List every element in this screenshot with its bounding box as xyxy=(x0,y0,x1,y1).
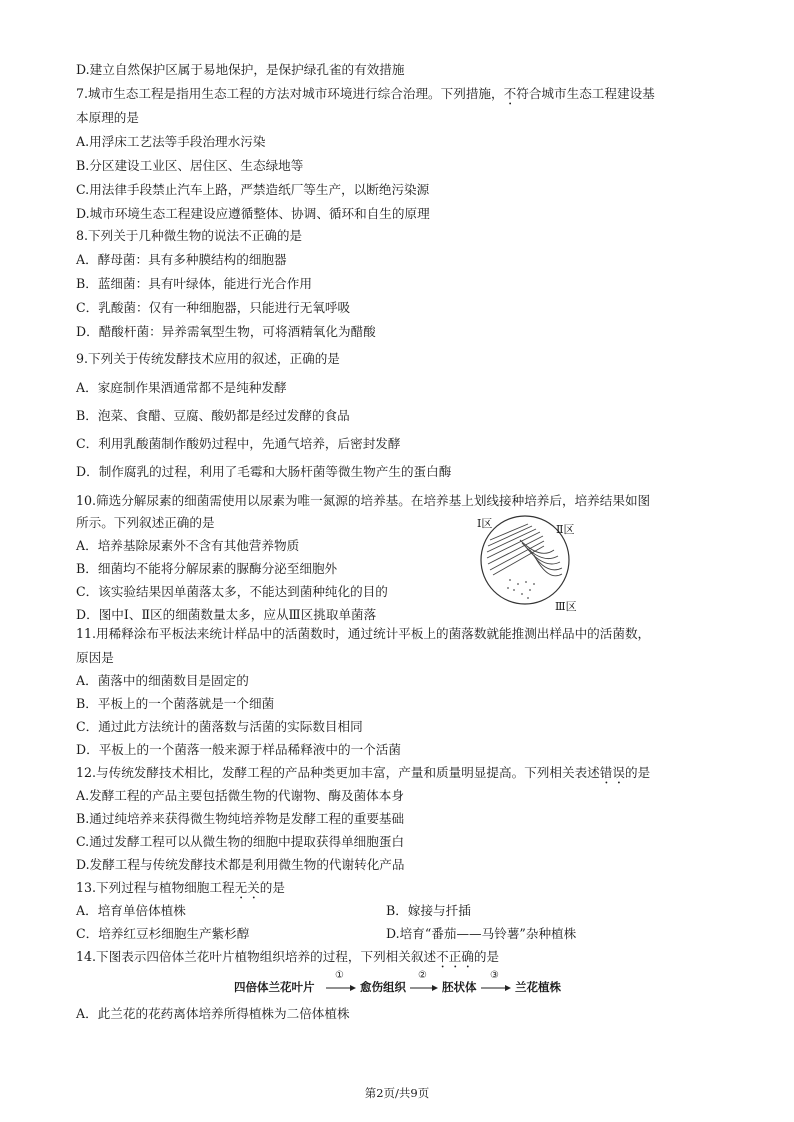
q10-stem-line1: 10.筛选分解尿素的细菌需使用以尿素为唯一氮源的培养基。在培养基上划线接种培养后，培养结果如图 xyxy=(76,493,651,508)
q12-option-b: B.通过纯培养来获得微生物纯培养物是发酵工程的重要基础 xyxy=(76,811,405,826)
q13-option-d: D.培育“番茄——马铃薯”杂种植株 xyxy=(386,926,577,941)
q11-option-a: A．菌落中的细菌数目是固定的 xyxy=(76,673,249,688)
q10-option-d: D．图中Ⅰ、Ⅱ区的细菌数量太多，应从Ⅲ区挑取单菌落 xyxy=(76,607,377,622)
q13-option-b: B．嫁接与扦插 xyxy=(386,903,471,918)
q11-option-b: B．平板上的一个菌落就是一个细菌 xyxy=(76,696,275,711)
q7-stem-line1: 7.城市生态工程是指用生态工程的方法对城市环境进行综合治理。下列措施，不符合城市生态工程建设基 xyxy=(76,86,655,101)
flow-step-number-2: ② xyxy=(418,970,427,981)
q8-option-d: D．醋酸杆菌：异养需氧型生物，可将酒精氧化为醋酸 xyxy=(76,324,376,339)
q7-stem-line2: 本原理的是 xyxy=(76,110,139,125)
q8-option-c: C．乳酸菌：仅有一种细胞器，只能进行无氧呼吸 xyxy=(76,300,351,315)
q10-stem-line2: 所示。下列叙述正确的是 xyxy=(76,515,215,530)
region-1-label: Ⅰ区 xyxy=(477,517,493,530)
emphasis-incorrect: 不正确 xyxy=(436,949,474,964)
q10-option-c: C．该实验结果因单菌落太多，不能达到菌种纯化的目的 xyxy=(76,584,388,599)
flow-step-callus: 愈伤组织 xyxy=(360,980,406,994)
arrow-right-icon xyxy=(326,983,356,993)
arrow-right-icon xyxy=(410,983,438,993)
q10-option-a: A．培养基除尿素外不含有其他营养物质 xyxy=(76,538,300,553)
q8-option-a: A．酵母菌：具有多种膜结构的细胞器 xyxy=(76,252,287,267)
q9-stem: 9.下列关于传统发酵技术应用的叙述，正确的是 xyxy=(76,351,340,366)
region-3-label: Ⅲ区 xyxy=(555,600,577,613)
q11-option-c: C．通过此方法统计的菌落数与活菌的实际数目相同 xyxy=(76,719,363,734)
q13-option-c: C．培养红豆杉细胞生产紫杉醇 xyxy=(76,926,250,941)
flow-step-leaf: 四倍体兰花叶片 xyxy=(234,980,315,994)
flow-step-plant: 兰花植株 xyxy=(515,980,561,994)
q13-stem: 13.下列过程与植物细胞工程无关的是 xyxy=(76,880,285,895)
emphasis-not: 不 xyxy=(503,86,517,101)
q8-stem: 8.下列关于几种微生物的说法不正确的是 xyxy=(76,228,303,243)
q7-option-b: B.分区建设工业区、居住区、生态绿地等 xyxy=(76,158,304,173)
q11-stem-line1: 11.用稀释涂布平板法来统计样品中的活菌数时，通过统计平板上的菌落数就能推测出样品中的活菌数， xyxy=(76,626,651,641)
q9-option-b: B．泡菜、食醋、豆腐、酸奶都是经过发酵的食品 xyxy=(76,408,350,423)
emphasis-unrelated: 无关 xyxy=(234,880,260,895)
arrow-right-icon xyxy=(481,983,511,993)
q12-option-a: A.发酵工程的产品主要包括微生物的代谢物、酶及菌体本身 xyxy=(76,788,404,803)
q9-option-a: A．家庭制作果酒通常都不是纯种发酵 xyxy=(76,380,287,395)
q14-stem: 14.下图表示四倍体兰花叶片植物组织培养的过程，下列相关叙述不正确的是 xyxy=(76,949,500,964)
tissue-culture-flow xyxy=(234,970,564,997)
q12-option-c: C.通过发酵工程可以从微生物的细胞中提取获得单细胞蛋白 xyxy=(76,834,405,849)
q12-stem: 12.与传统发酵技术相比，发酵工程的产品种类更加丰富，产量和质量明显提高。下列相关表述错误的是 xyxy=(76,765,651,780)
page-number: 第2页/共9页 xyxy=(364,1086,430,1100)
q9-option-d: D．制作腐乳的过程，利用了毛霉和大肠杆菌等微生物产生的蛋白酶 xyxy=(76,464,452,479)
q10-option-b: B．细菌均不能将分解尿素的脲酶分泌至细胞外 xyxy=(76,561,338,576)
q7-option-c: C.用法律手段禁止汽车上路，严禁造纸厂等生产，以断绝污染源 xyxy=(76,182,430,197)
q11-option-d: D．平板上的一个菌落一般来源于样品稀释液中的一个活菌 xyxy=(76,742,401,757)
q11-stem-line2: 原因是 xyxy=(76,650,114,665)
emphasis-wrong: 错误 xyxy=(599,765,625,780)
q14-option-a: A．此兰花的花药离体培养所得植株为二倍体植株 xyxy=(76,1006,350,1021)
region-2-label: Ⅱ区 xyxy=(556,523,575,536)
q7-option-a: A.用浮床工艺法等手段治理水污染 xyxy=(76,134,266,149)
q12-option-d: D.发酵工程与传统发酵技术都是利用微生物的代谢转化产品 xyxy=(76,857,405,872)
flow-step-embryoid: 胚状体 xyxy=(442,980,477,994)
q13-option-a: A．培育单倍体植株 xyxy=(76,903,186,918)
q9-option-c: C．利用乳酸菌制作酸奶过程中，先通气培养，后密封发酵 xyxy=(76,436,401,451)
flow-step-number-1: ① xyxy=(335,970,344,981)
flow-step-number-3: ③ xyxy=(490,970,499,981)
q7-option-d: D.城市环境生态工程建设应遵循整体、协调、循环和自生的原理 xyxy=(76,206,430,221)
q8-option-b: B．蓝细菌：具有叶绿体，能进行光合作用 xyxy=(76,276,312,291)
q6-option-d: D.建立自然保护区属于易地保护，是保护绿孔雀的有效措施 xyxy=(76,62,405,77)
